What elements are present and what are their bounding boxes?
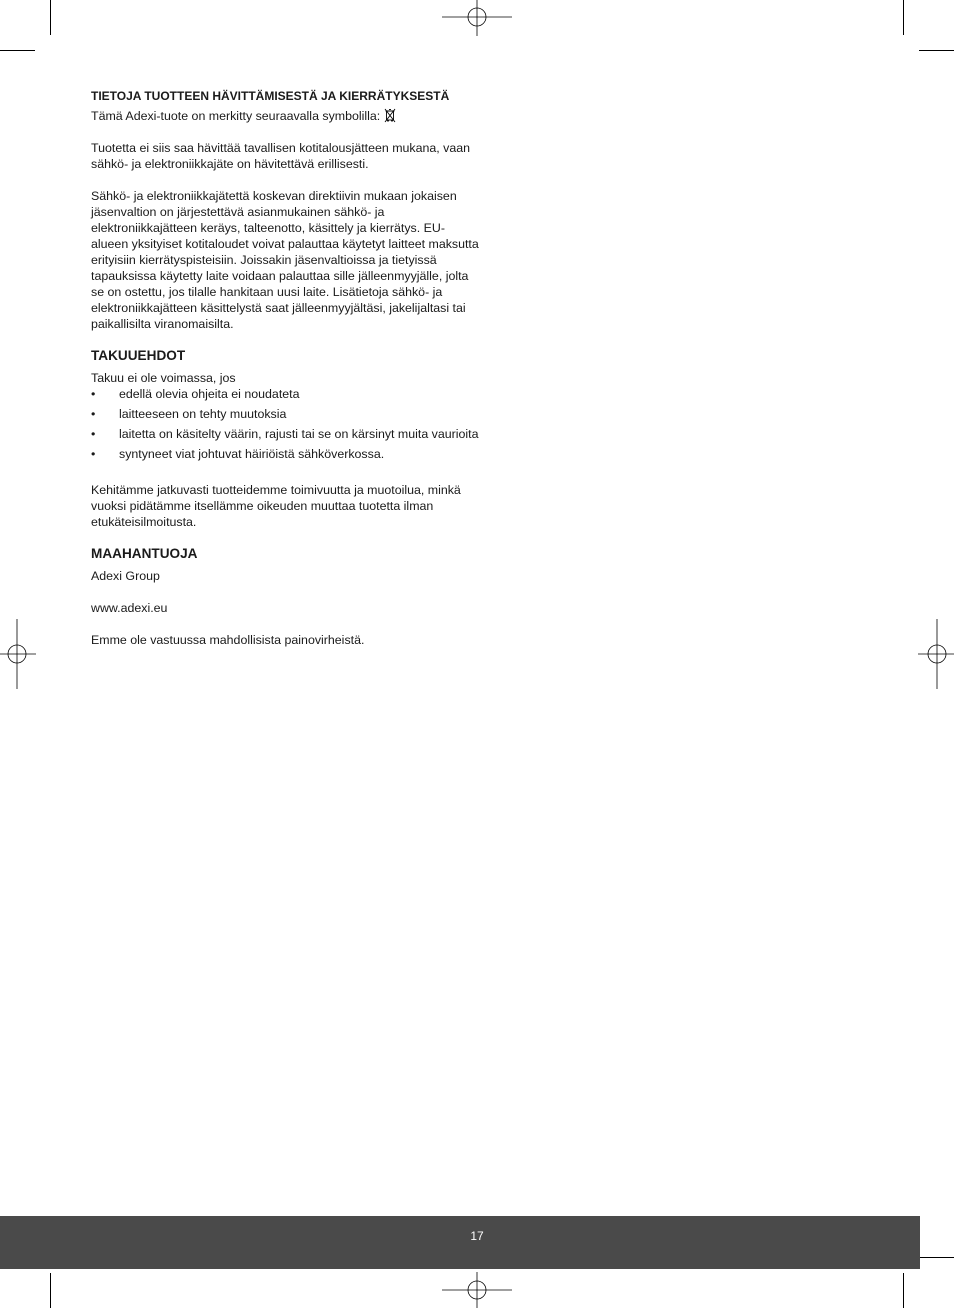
- importer-heading: MAAHANTUOJA: [91, 546, 198, 561]
- recycling-heading: TIETOJA TUOTTEEN HÄVITTÄMISESTÄ JA KIERRÄTYKSESTÄ: [91, 89, 450, 103]
- list-item-text: laitteeseen on tehty muutoksia: [119, 407, 287, 421]
- list-item-text: laitetta on käsitelty väärin, rajusti tai se on kärsinyt muita vaurioita: [119, 427, 479, 441]
- list-item-text: syntyneet viat johtuvat häiriöistä sähköverkossa.: [119, 447, 385, 461]
- crossed-out-wheelie-bin-icon: [384, 108, 396, 123]
- registration-mark-icon: [0, 619, 36, 689]
- list-item: [91, 426, 481, 442]
- warranty-note: Kehitämme jatkuvasti tuotteidemme toimivuutta ja muotoilua, minkä vuoksi pidätämme itsellämme oikeuden muuttaa tuotetta ilman etukäteisilmoitusta.: [91, 483, 461, 529]
- crop-mark: [919, 1257, 954, 1258]
- importer-section: [91, 546, 481, 648]
- importer-website: www.adexi.eu: [91, 601, 168, 615]
- footer-bar: [0, 1216, 920, 1269]
- importer-company: Adexi Group: [91, 569, 160, 583]
- registration-mark-icon: [918, 619, 954, 689]
- bullet: •: [91, 427, 96, 441]
- registration-mark-icon: [442, 1272, 512, 1308]
- recycling-paragraph-2: Sähkö- ja elektroniikkajätettä koskevan direktiivin mukaan jokaisen jäsenvaltion on järjestettävä asianmukainen sähkö- ja elektroniikkajätteen keräys, talteenotto, käsittely ja kierrätys. EU-alueen yksityiset kotitaloudet voivat palauttaa käytetyt laitteet maksutta erityisiin kierrätyspisteisiin. Joissakin jäsenvaltioissa ja tietyissä tapauksissa käytetty laite voidaan palauttaa sille jälleenmyyjälle, jolta se on ostettu, jos tilalle hankitaan uusi laite. Lisätietoja sähkö- ja elektroniikkajätteen käsittelystä saat jälleenmyyjältäsi, jakelijaltasi tai paikallisilta viranomaisilta.: [91, 189, 479, 331]
- crop-mark: [903, 1273, 904, 1308]
- recycling-paragraph-1: Tuotetta ei siis saa hävittää tavallisen kotitalousjätteen mukana, vaan sähkö- ja elektroniikkajäte on hävitettävä erillisesti.: [91, 141, 471, 171]
- warranty-section: [91, 348, 481, 530]
- registration-mark-icon: [442, 0, 512, 36]
- list-item: [91, 386, 481, 402]
- recycling-section: [91, 88, 481, 332]
- warranty-intro: Takuu ei ole voimassa, jos: [91, 371, 236, 385]
- list-item-text: edellä olevia ohjeita ei noudateta: [119, 387, 300, 401]
- crop-mark: [903, 0, 904, 35]
- crop-mark: [0, 50, 35, 51]
- warranty-conditions-list: [91, 386, 481, 462]
- crop-mark: [50, 0, 51, 35]
- list-item: [91, 406, 481, 422]
- recycling-intro-text: Tämä Adexi-tuote on merkitty seuraavalla symbolilla:: [91, 109, 381, 123]
- warranty-heading: TAKUUEHDOT: [91, 348, 186, 363]
- page-number: 17: [470, 1229, 484, 1243]
- misprint-disclaimer: Emme ole vastuussa mahdollisista painovirheistä.: [91, 633, 365, 647]
- bullet: •: [91, 407, 96, 421]
- bullet: •: [91, 447, 96, 461]
- crop-mark: [919, 50, 954, 51]
- recycling-intro: [91, 108, 481, 124]
- page-content: [91, 88, 481, 648]
- list-item: [91, 446, 481, 462]
- crop-mark: [50, 1273, 51, 1308]
- bullet: •: [91, 387, 96, 401]
